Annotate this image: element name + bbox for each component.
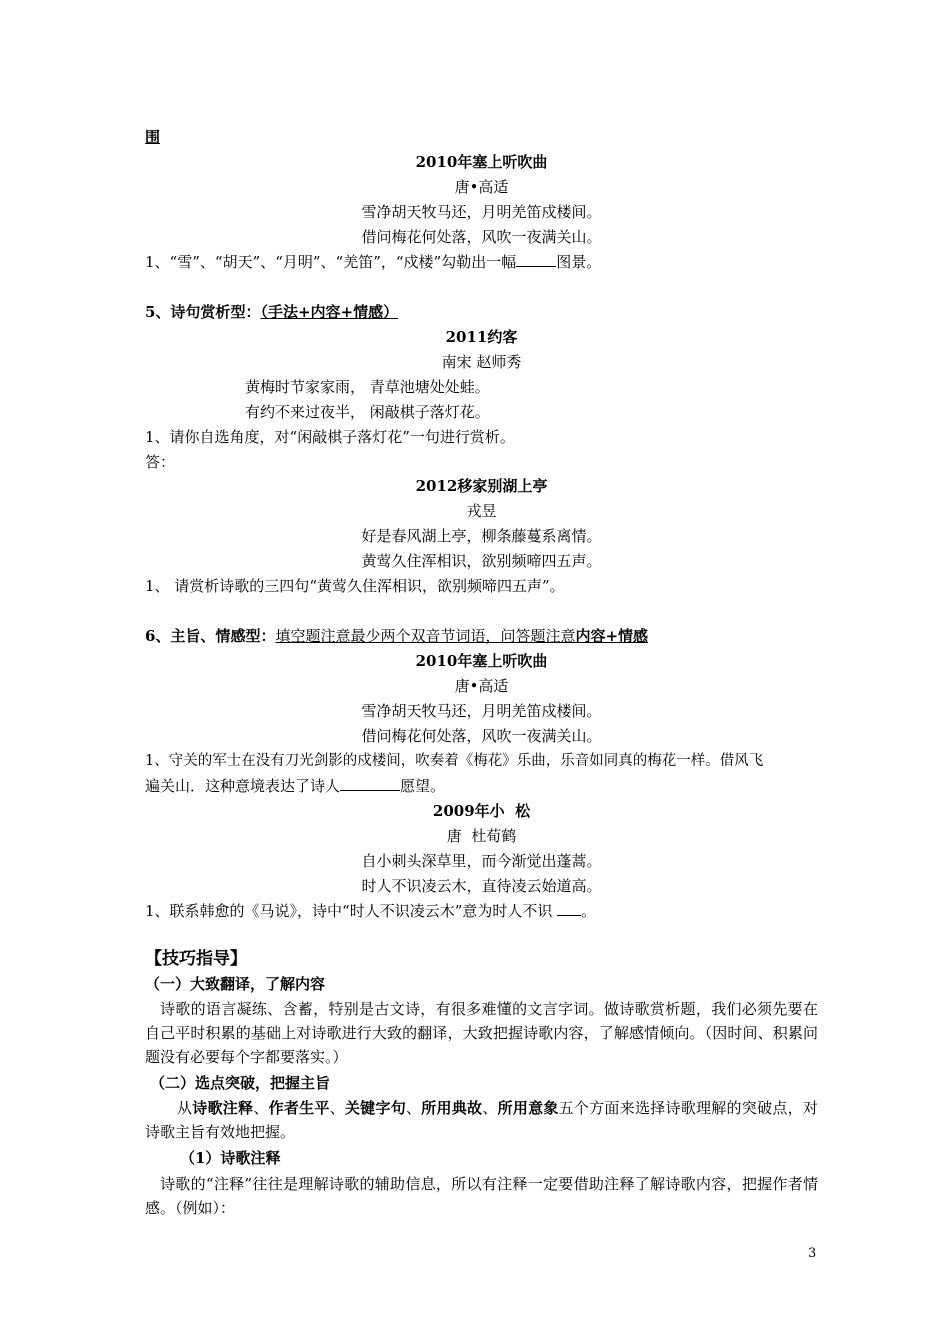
poem4-question-line1: 1、守关的军士在没有刀光剑影的戍楼间，吹奏着《梅花》乐曲，乐音如同真的梅花一样。借风飞 (145, 753, 764, 769)
keyword-allusions: 所用典故 (421, 1099, 483, 1117)
poem1-author: 唐•高适 (454, 178, 509, 196)
poem4-question-line2 (145, 776, 445, 796)
poem4-title: 2010年塞上听吹曲 (415, 652, 548, 670)
guide-sub1-heading: （1）诗歌注释 (180, 1149, 281, 1167)
poem2-line1: 黄梅时节家家雨， 青草池塘处处蛙。 (245, 378, 490, 396)
question-text: 1、“雪”、“胡天”、“月明”、“羌笛”，“戍楼”勾勒出一幅 (145, 253, 517, 271)
guide-part1-text: 诗歌的语言凝练、含蓄，特别是古文诗，有很多难懂的文言字词。做诗歌赏析题，我们必须先要在自己平时积累的基础上对诗歌进行大致的翻译，大致把握诗歌内容，了解感情倾向。（因时间、积累问题没有必要每个字都要落实。） (145, 1000, 818, 1066)
question-text-end: 。 (581, 902, 597, 920)
poem4-line1: 雪净胡天牧马还，月明羌笛戍楼间。 (361, 702, 602, 720)
question-text-end: 愿望。 (400, 777, 446, 795)
poem1-title: 2010年塞上听吹曲 (415, 153, 548, 171)
keyword-author: 作者生平 (268, 1099, 330, 1117)
poem3-line2: 黄莺久住浑相识，欲别频啼四五声。 (361, 552, 602, 570)
poem5-question (145, 901, 596, 921)
poem2-answer-label: 答： (145, 453, 176, 471)
guide-part1-heading: （一）大致翻译，了解内容 (145, 975, 326, 993)
text-tail: 五个方面来选择诗歌理解的突破点，对诗歌主旨有效地把握。 (145, 1099, 818, 1141)
section6-note-bold: 内容+情感 (575, 627, 649, 645)
page-number: 3 (808, 1246, 817, 1261)
keyword-key-phrases: 关键字句 (344, 1099, 406, 1117)
separator: 、 (253, 1099, 269, 1117)
poem2-title: 2011约客 (445, 328, 518, 346)
section6-note: 填空题注意最少两个双音节词语，问答题注意 (275, 627, 576, 645)
section5-label: 5、诗句赏析型： (145, 303, 261, 321)
separator: 、 (405, 1099, 422, 1117)
guide-part2-text (145, 1096, 818, 1144)
answer-blank (516, 252, 556, 267)
poem5-line2: 时人不识凌云木，直待凌云始道高。 (361, 877, 602, 895)
poem5-title: 2009年小 松 (432, 802, 531, 820)
poem3-author: 戎昱 (466, 502, 497, 520)
keyword-imagery: 所用意象 (497, 1099, 559, 1117)
poem3-title: 2012移家别湖上亭 (415, 477, 548, 495)
poem1-question (145, 252, 601, 272)
poem2-author: 南宋 赵师秀 (441, 353, 522, 371)
separator: 、 (482, 1099, 498, 1117)
poem5-author: 唐 杜荀鹤 (446, 827, 517, 845)
question-text: 1、联系韩愈的《马说》，诗中“时人不识凌云木”意为时人不识 (145, 902, 558, 920)
keyword-annotation: 诗歌注释 (192, 1099, 254, 1117)
answer-blank (557, 901, 581, 916)
separator: 、 (329, 1099, 345, 1117)
guide-sub1-text: 诗歌的“注释”往往是理解诗歌的辅助信息，所以有注释一定要借助注释了解诗歌内容，把握作者情感。（例如）： (145, 1175, 818, 1217)
section6-label: 6、主旨、情感型： (145, 627, 276, 645)
guide-part2-heading: （二）选点突破，把握主旨 (150, 1074, 331, 1092)
poem3-question: 1、 请赏析诗歌的三四句“黄莺久住浑相识，欲别频啼四五声”。 (145, 577, 565, 595)
section6-heading (145, 626, 648, 646)
poem2-line2: 有约不来过夜半， 闲敲棋子落灯花。 (245, 403, 490, 421)
poem1-line2: 借问梅花何处落，风吹一夜满关山。 (361, 228, 602, 246)
text-from: 从 (177, 1099, 193, 1117)
section5-heading (145, 302, 398, 322)
guide-title: 【技巧指导】 (145, 949, 247, 969)
poem4-author: 唐•高适 (454, 677, 509, 695)
answer-blank (340, 776, 400, 791)
poem5-line1: 自小刺头深草里，而今渐觉出蓬蒿。 (361, 852, 602, 870)
poem4-line2: 借问梅花何处落，风吹一夜满关山。 (361, 727, 602, 745)
question-text-end: 图景。 (556, 253, 602, 271)
poem1-line1: 雪净胡天牧马还，月明羌笛戍楼间。 (361, 203, 602, 221)
top-fragment: 围 (145, 128, 161, 146)
section5-note: （手法+内容+情感） (260, 303, 399, 321)
poem2-question: 1、请你自选角度，对“闲敲棋子落灯花”一句进行赏析。 (145, 428, 515, 446)
question-text: 遍关山．这种意境表达了诗人 (145, 777, 341, 795)
poem3-line1: 好是春风湖上亭，柳条藤蔓系离情。 (361, 527, 602, 545)
